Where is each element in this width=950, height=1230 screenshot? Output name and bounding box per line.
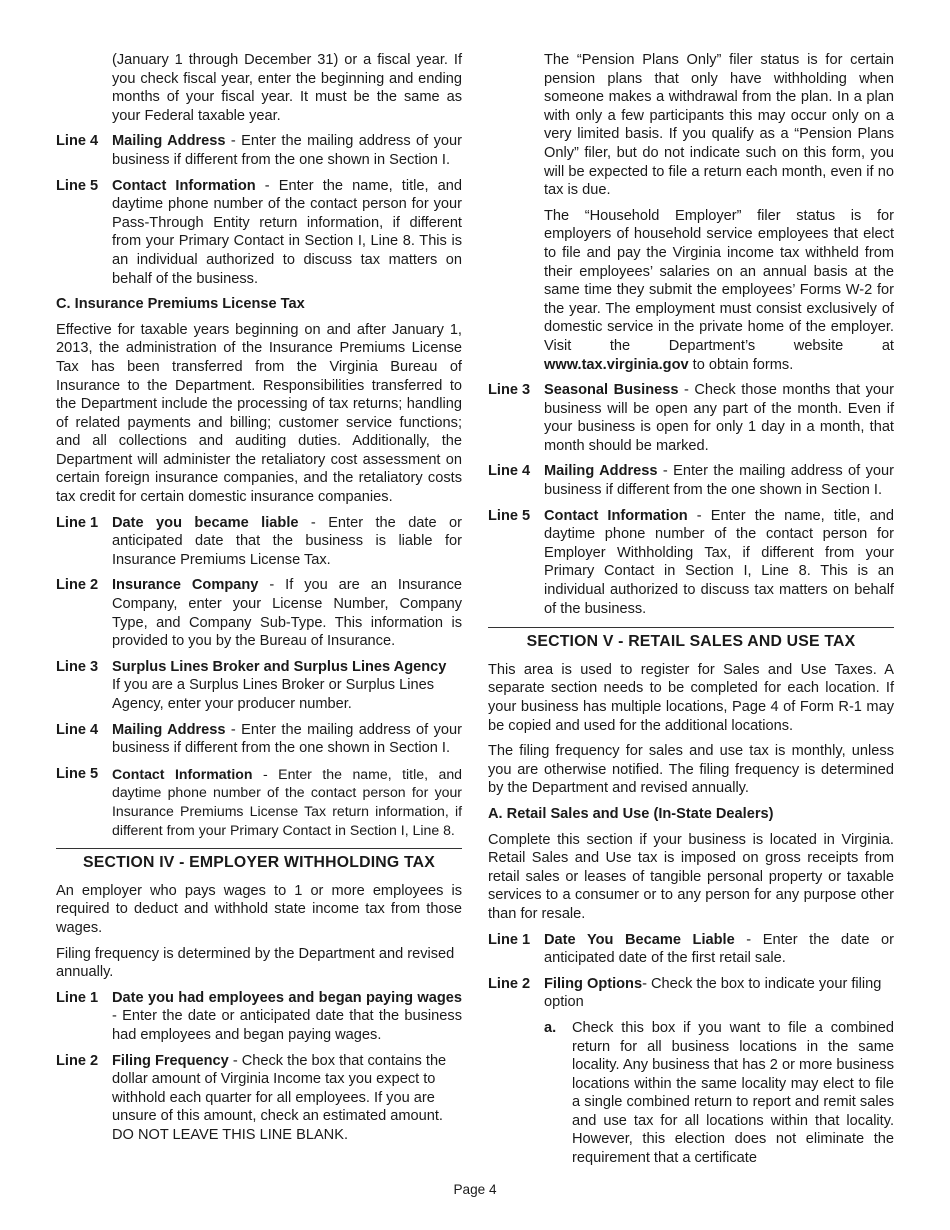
withholding-intro-paragraph: An employer who pays wages to 1 or more employees is required to deduct and withhold state income tax from those wages. [56, 882, 462, 936]
line-title: Contact Information [112, 177, 256, 194]
filing-frequency-paragraph: Filing frequency is determined by the Department and revised annually. [56, 945, 455, 981]
line-label: Line 1 [56, 514, 99, 531]
withholding-line-1 [56, 989, 462, 1045]
page-number: Page 4 [453, 1182, 497, 1197]
line-label: Line 1 [56, 989, 99, 1006]
line-text: - Enter the mailing address of your business if different from the one shown in Section I. [112, 721, 462, 757]
line-title: Filing Frequency [112, 1052, 229, 1069]
line-title: Contact Information [112, 765, 253, 782]
line-text: - Enter the date or anticipated date of the first retail sale. [544, 931, 894, 967]
line-text: - Enter the name, title, and daytime phone number of the contact person for Employer Withholding Tax, if different from your Primary Contact in Section I, Line 8. This is an individual authorized to discuss tax matters on behalf of the business. [544, 507, 894, 617]
line-title: Mailing Address [112, 133, 226, 150]
insurance-line-2 [56, 576, 462, 650]
line-3-seasonal-business [488, 381, 894, 455]
line-text: - Enter the mailing address of your business if different from the one shown in Section I. [112, 133, 462, 168]
line-label: Line 2 [56, 577, 99, 594]
line-label: Line 3 [56, 658, 99, 675]
line-title: Contact Information [544, 507, 688, 524]
left-column [56, 51, 462, 1151]
insurance-premiums-heading: C. Insurance Premiums License Tax [56, 296, 305, 313]
line-label: Line 4 [56, 721, 99, 738]
line-title: Mailing Address [112, 721, 226, 738]
line-text: - Check the box that contains the dollar amount of Virginia Income tax you expect to withhold each quarter for all employees. If you are unsure of this amount, check an estimated amount. DO NOT LEAVE THIS LINE BLANK. [112, 1052, 447, 1143]
line-label: Line 1 [488, 931, 531, 948]
line-title: Date you became liable [112, 514, 299, 531]
pension-plans-paragraph: The “Pension Plans Only” filer status is for certain pension plans that only have withholding when someone makes a withdrawal from the plan. In a plan with only a few participants this may occur only on a very limited basis. If you qualify as a “Pension Plans Only” filer, but do not indicate such on this form, you will be expected to file a return each month, even if no tax is due. [544, 52, 894, 199]
item-label: a. [544, 1019, 557, 1036]
filing-option-a [544, 1019, 894, 1168]
line-label: Line 2 [56, 1052, 99, 1069]
withholding-line-2 [56, 1052, 462, 1145]
line-title: Date You Became Liable [544, 931, 735, 948]
insurance-line-4 [56, 721, 462, 758]
line-label: Line 4 [56, 133, 99, 150]
retail-line-1 [488, 931, 894, 968]
household-text-end: to obtain forms. [688, 356, 794, 373]
line-text: - Enter the mailing address of your business if different from the one shown in Section I. [544, 463, 894, 499]
insurance-premiums-paragraph: Effective for taxable years beginning on and after January 1, 2013, the administration of the Insurance Premiums License Tax has been transferred from the Virginia Bureau of Insurance to the Department. Responsibilities transferred to the Department include the processing of tax returns; handling of related payments and billing; customer service functions; and all collections and auditing duties. Additionally, the Department will administer the retaliatory cost assessment on certain foreign insurance companies, and the retaliatory costs tax credit for certain domestic insurance companies. [56, 321, 462, 506]
tax-website-link[interactable]: www.tax.virginia.gov [544, 356, 689, 373]
insurance-line-1 [56, 514, 462, 570]
line-title: Surplus Lines Broker and Surplus Lines Agency [112, 658, 447, 675]
line-label: Line 5 [488, 507, 531, 524]
line-title: Date you had employees and began paying wages [112, 989, 462, 1006]
item-text: Check this box if you want to file a combined return for all business locations in the same locality. Any business that has 2 or more business locations within the same locality may elect to file a single combined return to report and remit sales and use tax for all locations within that locality. However, this election does not eliminate the requirement that a certificate [572, 1019, 894, 1167]
fiscal-year-paragraph: (January 1 through December 31) or a fiscal year. If you check fiscal year, enter the beginning and ending months of your fiscal year. It must be the same as your Federal taxable year. [112, 52, 462, 124]
line-text: - Enter the name, title, and daytime phone number of the contact person for your Pass-Through Entity return information, if different from your Primary Contact in Section I, Line 8. This is an individual authorized to discuss tax matters on behalf of the business. [112, 177, 462, 287]
line-label: Line 2 [488, 975, 531, 992]
right-column [488, 51, 894, 1175]
line-text: - Enter the date or anticipated date that the business had employees and began paying wages. [112, 1008, 462, 1043]
line-text: - Enter the date or anticipated date that the business is liable for Insurance Premiums License Tax. [112, 514, 462, 568]
line-text: - Check those months that your business will be open any part of the month. Even if your business is open for only 1 day in a month, that month should be marked. [544, 382, 895, 454]
line-text: - Enter the name, title, and daytime phone number of the contact person for your Insurance Premiums License Tax return information, if different from your Primary Contact in Section I, Line 8. [112, 765, 463, 838]
insurance-line-5 [56, 765, 462, 839]
household-text: The “Household Employer” filer status is for employers of household service employees that elect to file and pay the Virginia income tax withheld from their employees’ salaries on an annual basis at the same time they submit the employees’ Forms W-2 for the year. The employment must consist exclusively of domestic service in the private home of the employer. Visit the Department’s website at [544, 207, 894, 354]
in-state-dealers-heading: A. Retail Sales and Use (In-State Dealers) [488, 805, 774, 822]
sales-use-intro-paragraph: This area is used to register for Sales and Use Taxes. A separate section needs to be completed for each location. If your business has multiple locations, Page 4 of Form R-1 may be copied and used for the additional locations. [488, 661, 894, 734]
in-state-dealers-paragraph: Complete this section if your business is located in Virginia. Retail Sales and Use tax is imposed on gross receipts from retail sales or leases of tangible personal property or taxable services to a consumer or to any person for any purpose other than for resale. [488, 831, 894, 922]
line-title: Seasonal Business [544, 382, 679, 399]
insurance-line-3 [56, 658, 462, 714]
line-4-mailing-address [56, 132, 462, 169]
line-label: Line 5 [56, 765, 99, 782]
line-label: Line 4 [488, 463, 531, 480]
line-5-contact-information [56, 177, 462, 289]
line-label: Line 5 [56, 177, 99, 194]
line-text: - Check the box to indicate your filing option [544, 975, 882, 1011]
section-v-heading: SECTION V - RETAIL SALES AND USE TAX [488, 627, 894, 652]
household-employer-paragraph [488, 207, 894, 374]
line-label: Line 3 [488, 382, 531, 399]
sales-filing-frequency-paragraph: The filing frequency for sales and use tax is monthly, unless you are otherwise notified. The filing frequency is determined by the Department and revised annually. [488, 743, 894, 797]
section-iv-heading: SECTION IV - EMPLOYER WITHHOLDING TAX [56, 848, 462, 873]
line-title: Insurance Company [112, 577, 259, 594]
line-text: - If you are an Insurance Company, enter your License Number, Company Type, and Company Sub-Type. This information is provided to you by the Bureau of Insurance. [112, 577, 462, 650]
retail-line-2 [488, 975, 894, 1012]
line-5-contact-information [488, 507, 894, 619]
line-title: Mailing Address [544, 463, 658, 480]
line-4-mailing-address [488, 462, 894, 499]
line-text: If you are a Surplus Lines Broker or Surplus Lines Agency, enter your producer number. [112, 677, 435, 712]
line-title: Filing Options [544, 975, 643, 992]
